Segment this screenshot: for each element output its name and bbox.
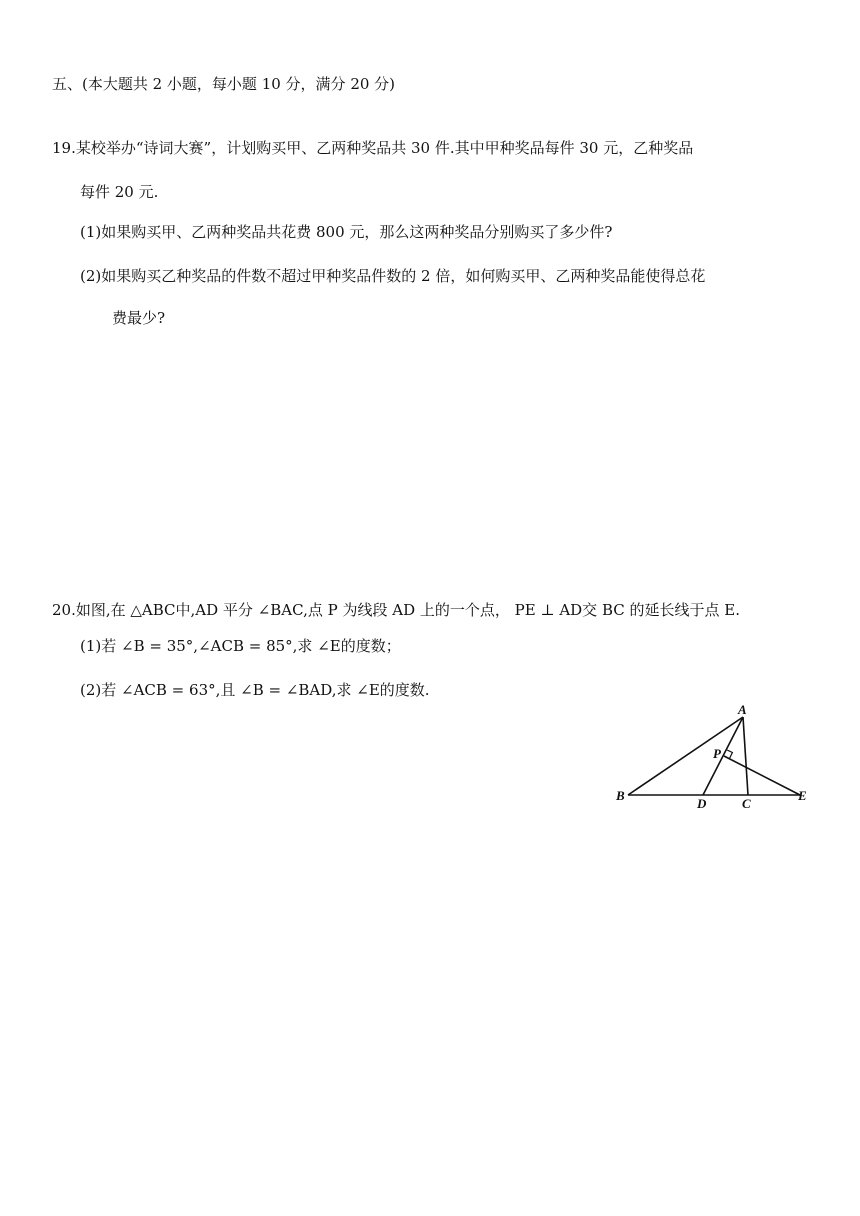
label-E: E bbox=[798, 788, 807, 803]
label-C: C bbox=[742, 796, 751, 811]
segment-AD bbox=[703, 717, 743, 795]
label-A: A bbox=[738, 702, 747, 717]
q19-stem-line1: 19.某校举办“诗词大赛”，计划购买甲、乙两种奖品共 30 件.其中甲种奖品每件 30 元，乙种奖品 bbox=[52, 139, 694, 157]
segment-AC bbox=[743, 717, 748, 795]
segment-PE bbox=[724, 756, 800, 795]
q20-part2: (2)若 ∠ACB = 63°,且 ∠B = ∠BAD,求 ∠E的度数. bbox=[80, 681, 430, 699]
q20-stem: 20.如图,在 △ABC中,AD 平分 ∠BAC,点 P 为线段 AD 上的一个点， PE ⊥ AD交 BC 的延长线于点 E. bbox=[52, 601, 740, 619]
q19-part1: (1)如果购买甲、乙两种奖品共花费 800 元，那么这两种奖品分别购买了多少件? bbox=[80, 223, 613, 241]
label-B: B bbox=[616, 788, 625, 803]
q19-stem-line2: 每件 20 元. bbox=[80, 183, 159, 201]
section-heading: 五、(本大题共 2 小题，每小题 10 分，满分 20 分) bbox=[52, 75, 396, 93]
triangle-figure bbox=[610, 702, 830, 812]
label-D: D bbox=[697, 796, 707, 811]
q19-part2-line2: 费最少? bbox=[112, 309, 166, 327]
q19-part2-line1: (2)如果购买乙种奖品的件数不超过甲种奖品件数的 2 倍，如何购买甲、乙两种奖品能使得总花 bbox=[80, 267, 706, 285]
q20-part1: (1)若 ∠B = 35°,∠ACB = 85°,求 ∠E的度数； bbox=[80, 637, 401, 655]
label-P: P bbox=[713, 746, 721, 761]
